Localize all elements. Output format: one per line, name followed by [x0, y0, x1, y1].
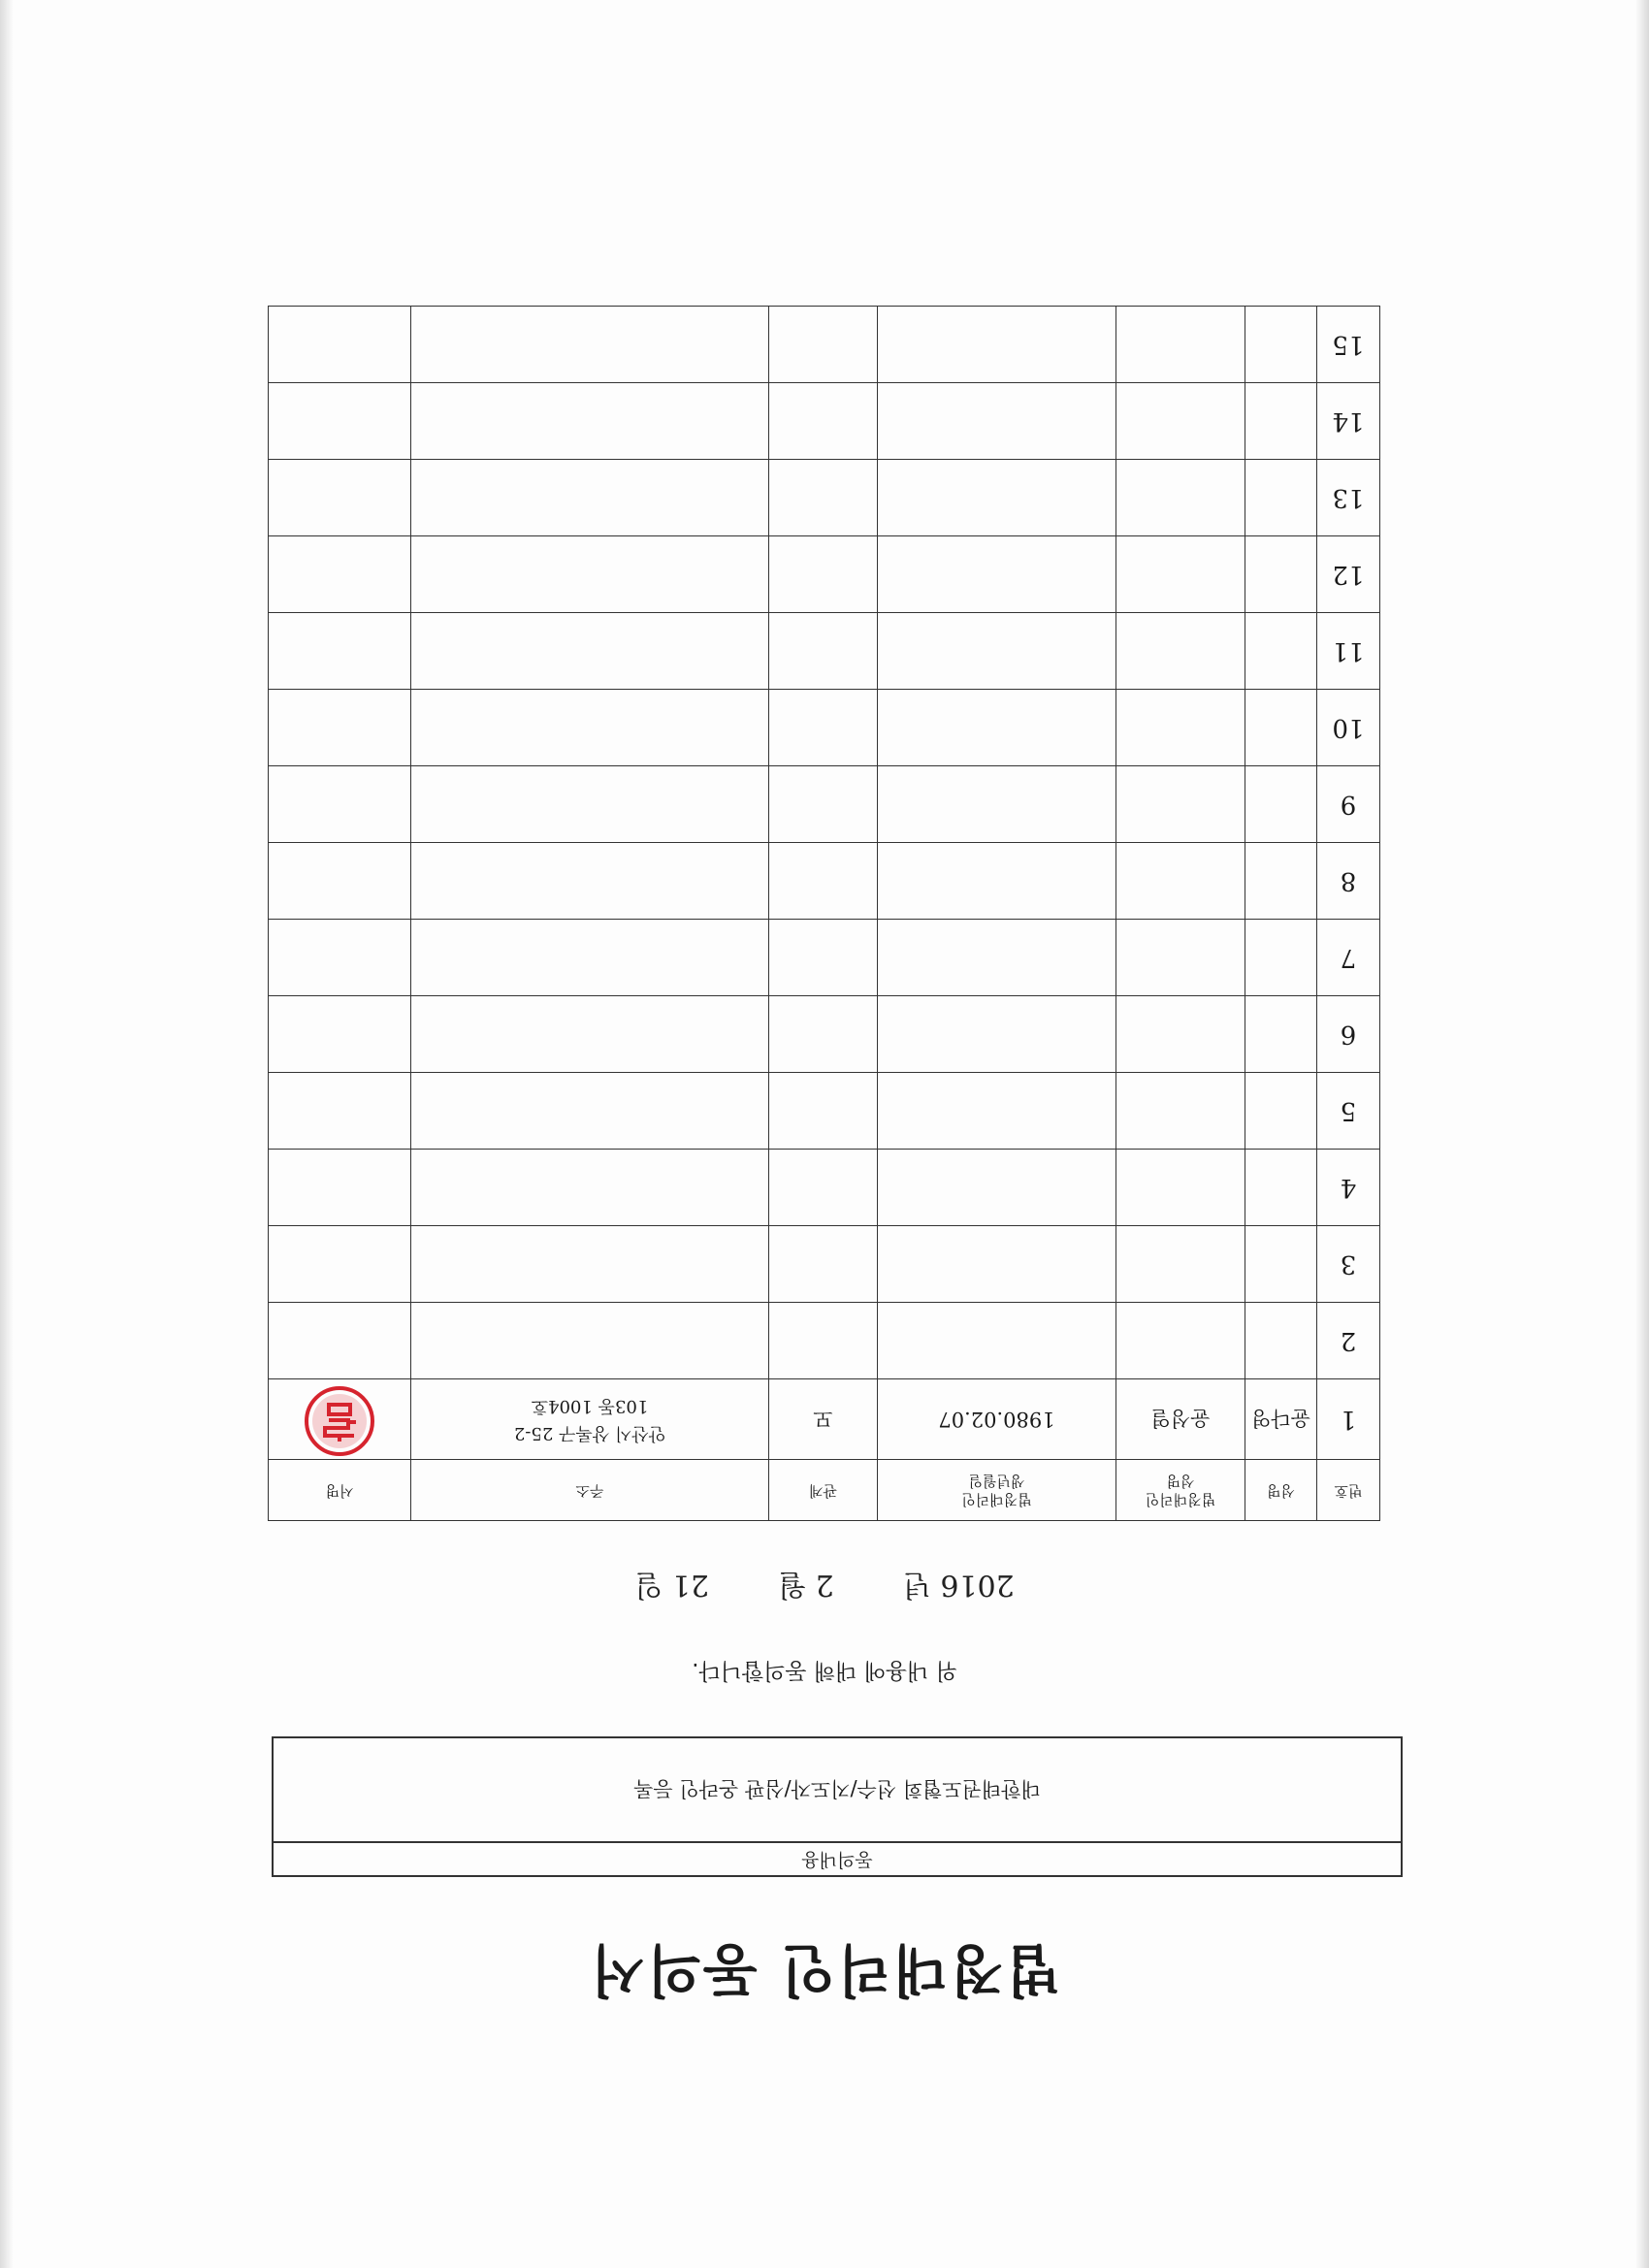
header-guardian-name-line1: 법정대리인: [1145, 1491, 1216, 1509]
date-month: 2: [815, 1568, 834, 1602]
row-address: [411, 460, 769, 536]
row-number: 3: [1317, 1226, 1380, 1303]
row-guardian-birth: [878, 690, 1116, 766]
row-name: [1245, 766, 1317, 843]
row-number: 4: [1317, 1150, 1380, 1226]
row-signature: [269, 536, 411, 613]
header-guardian-name-line2: 성명: [1166, 1473, 1195, 1490]
document-title: 법정대리인 동의서: [588, 1937, 1061, 2003]
header-guardian-birth: [878, 1460, 1116, 1521]
row-signature: [269, 460, 411, 536]
row-name: [1245, 383, 1317, 460]
date-line: [0, 1567, 1649, 1609]
row-number: 10: [1317, 690, 1380, 766]
row-guardian-name: [1116, 307, 1245, 383]
row-number: 15: [1317, 307, 1380, 383]
table-row: [269, 766, 1380, 843]
row-guardian-birth: [878, 920, 1116, 996]
row-name: [1245, 843, 1317, 920]
row-guardian-name: 윤성열: [1116, 1379, 1245, 1460]
row-number: 14: [1317, 383, 1380, 460]
row-number: 9: [1317, 766, 1380, 843]
table-row: [269, 1150, 1380, 1226]
row-address: [411, 996, 769, 1073]
row-name: [1245, 536, 1317, 613]
row-number: 13: [1317, 460, 1380, 536]
table-row: [269, 920, 1380, 996]
date-day: 21: [671, 1568, 710, 1602]
row-address: [411, 766, 769, 843]
header-guardian-birth-line1: 법정대리인: [961, 1491, 1032, 1509]
date-month-unit: 월: [778, 1568, 807, 1602]
consent-header: 동의내용: [274, 1841, 1401, 1875]
row-guardian-name: [1116, 613, 1245, 690]
row-relation: [769, 536, 878, 613]
row-address: [411, 613, 769, 690]
table-row: [269, 843, 1380, 920]
header-guardian-name: [1116, 1460, 1245, 1521]
seal-stamp-icon: [302, 1383, 377, 1459]
row-address: [411, 383, 769, 460]
scan-edge-shadow: [1635, 0, 1649, 2268]
row-signature: [269, 920, 411, 996]
table-row: [269, 613, 1380, 690]
scan-edge-shadow: [0, 0, 14, 2268]
row-name: [1245, 1226, 1317, 1303]
header-address: 주소: [411, 1460, 769, 1521]
row-guardian-birth: [878, 843, 1116, 920]
row-guardian-birth: [878, 460, 1116, 536]
header-name: 성명: [1245, 1460, 1317, 1521]
row-name: [1245, 1150, 1317, 1226]
row-guardian-birth: [878, 1226, 1116, 1303]
table-row: [269, 1303, 1380, 1379]
row-number: 12: [1317, 536, 1380, 613]
table-row: [269, 460, 1380, 536]
date-day-unit: 일: [634, 1568, 663, 1602]
row-guardian-name: [1116, 920, 1245, 996]
row-guardian-name: [1116, 1073, 1245, 1150]
row-address: [411, 536, 769, 613]
row-number: 6: [1317, 996, 1380, 1073]
row-relation: [769, 843, 878, 920]
row-guardian-birth: [878, 766, 1116, 843]
row-guardian-birth: [878, 613, 1116, 690]
row-guardian-birth: [878, 1073, 1116, 1150]
row-address: [411, 690, 769, 766]
header-relation: 관계: [769, 1460, 878, 1521]
table-row: [269, 536, 1380, 613]
row-signature: [269, 766, 411, 843]
row-signature: [269, 1379, 411, 1460]
row-relation: [769, 1303, 878, 1379]
row-relation: [769, 996, 878, 1073]
row-signature: [269, 843, 411, 920]
table-row: [269, 690, 1380, 766]
table-row: [269, 383, 1380, 460]
row-name: [1245, 996, 1317, 1073]
row-guardian-birth: [878, 536, 1116, 613]
row-guardian-name: [1116, 996, 1245, 1073]
row-number: 8: [1317, 843, 1380, 920]
row-number: 2: [1317, 1303, 1380, 1379]
guardian-signature-table: [268, 306, 1380, 1521]
row-address-line1: 안산시 상록구 25-2: [513, 1422, 666, 1443]
row-address: [411, 307, 769, 383]
row-relation: [769, 766, 878, 843]
table-row: [269, 307, 1380, 383]
row-address: [411, 1150, 769, 1226]
row-number: 1: [1317, 1379, 1380, 1460]
row-relation: [769, 1226, 878, 1303]
row-address: [411, 1379, 769, 1460]
row-name: 윤다영: [1245, 1379, 1317, 1460]
date-year-unit: 년: [902, 1568, 931, 1602]
row-address-line2: 103동 1004호: [531, 1396, 649, 1416]
row-address: [411, 843, 769, 920]
row-address: [411, 920, 769, 996]
row-name: [1245, 460, 1317, 536]
row-guardian-birth: [878, 307, 1116, 383]
row-signature: [269, 1073, 411, 1150]
row-relation: [769, 383, 878, 460]
row-guardian-name: [1116, 843, 1245, 920]
header-signature: 서명: [269, 1460, 411, 1521]
table-row: [269, 996, 1380, 1073]
row-signature: [269, 1226, 411, 1303]
row-guardian-birth: [878, 383, 1116, 460]
row-name: [1245, 1303, 1317, 1379]
row-relation: [769, 1150, 878, 1226]
consent-content: 대한태권도협회 선수/지도자/심판 온라인 등록: [633, 1777, 1041, 1800]
row-relation: [769, 613, 878, 690]
row-signature: [269, 690, 411, 766]
row-name: [1245, 613, 1317, 690]
row-guardian-birth: 1980.02.07: [878, 1379, 1116, 1460]
table-row: [269, 1073, 1380, 1150]
consent-box: [272, 1736, 1403, 1877]
row-relation: [769, 690, 878, 766]
row-guardian-name: [1116, 1150, 1245, 1226]
row-guardian-name: [1116, 460, 1245, 536]
row-relation: [769, 307, 878, 383]
row-signature: [269, 307, 411, 383]
row-signature: [269, 1150, 411, 1226]
row-name: [1245, 1073, 1317, 1150]
row-relation: [769, 460, 878, 536]
row-address: [411, 1073, 769, 1150]
table-row: [269, 1379, 1380, 1460]
row-name: [1245, 307, 1317, 383]
row-relation: 모: [769, 1379, 878, 1460]
row-address: [411, 1226, 769, 1303]
row-address: [411, 1303, 769, 1379]
row-guardian-name: [1116, 1303, 1245, 1379]
row-guardian-name: [1116, 383, 1245, 460]
row-guardian-birth: [878, 1303, 1116, 1379]
row-guardian-birth: [878, 1150, 1116, 1226]
row-guardian-name: [1116, 536, 1245, 613]
row-name: [1245, 690, 1317, 766]
row-relation: [769, 1073, 878, 1150]
row-relation: [769, 920, 878, 996]
row-signature: [269, 613, 411, 690]
header-guardian-birth-line2: 생년월일: [968, 1473, 1025, 1490]
row-signature: [269, 996, 411, 1073]
row-number: 5: [1317, 1073, 1380, 1150]
row-guardian-name: [1116, 1226, 1245, 1303]
row-guardian-birth: [878, 996, 1116, 1073]
row-number: 7: [1317, 920, 1380, 996]
header-number: 번호: [1317, 1460, 1380, 1521]
row-guardian-name: [1116, 690, 1245, 766]
row-guardian-name: [1116, 766, 1245, 843]
table-header-row: [269, 1460, 1380, 1521]
row-signature: [269, 383, 411, 460]
row-signature: [269, 1303, 411, 1379]
table-row: [269, 1226, 1380, 1303]
row-name: [1245, 920, 1317, 996]
date-year: 2016: [940, 1568, 1015, 1602]
row-number: 11: [1317, 613, 1380, 690]
agreement-text: 위 내용에 대해 동의합니다.: [692, 1658, 957, 1683]
